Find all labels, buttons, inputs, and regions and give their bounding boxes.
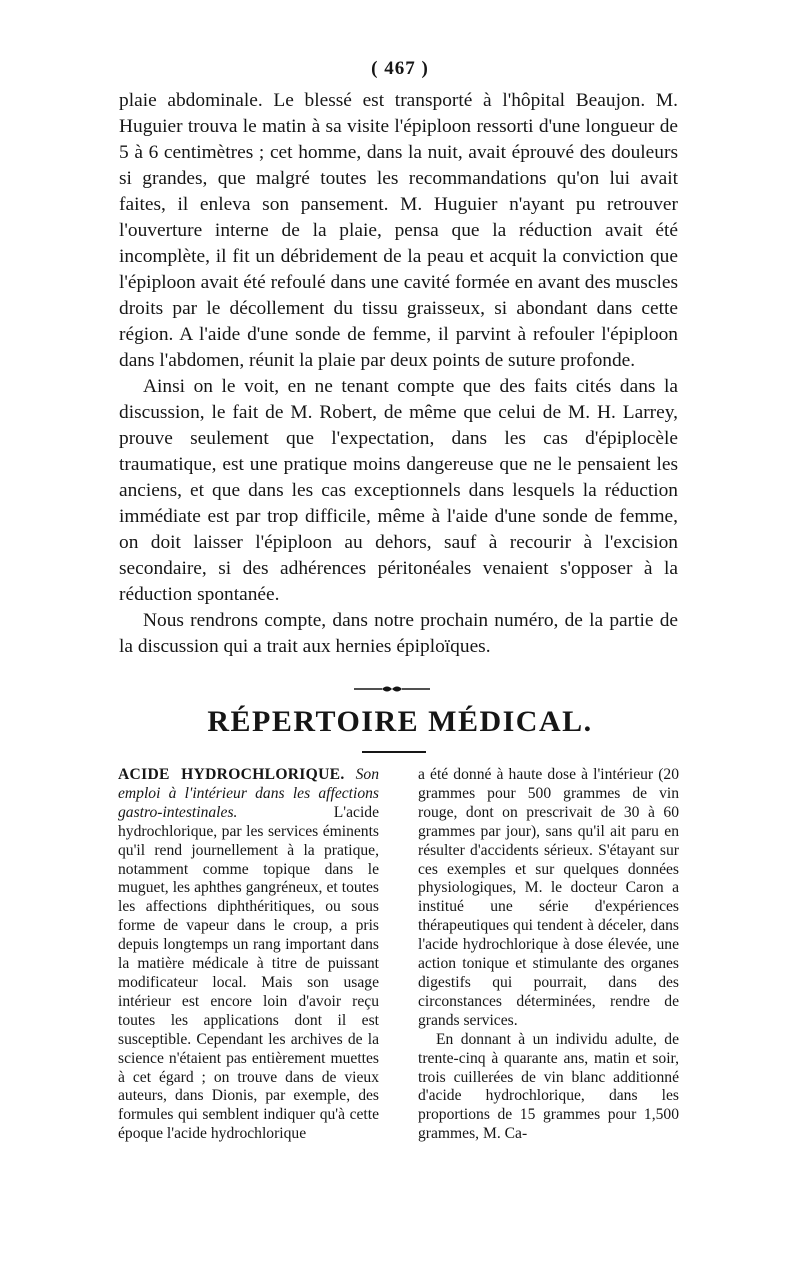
title-rule [362, 751, 426, 753]
body-paragraph: Nous rendrons compte, dans notre prochain numéro, de la partie de la discussion qui a trait aux hernies épiploïques. [119, 610, 678, 657]
entry-paragraph: a été donné à haute dose à l'intérieur (20 grammes pour 500 grammes de vin rouge, dont on prescrivait de 30 à 60 grammes par jour), sans qu'il ait paru en résulter d'accidents sérieux. S'étayant sur ces exemples et sur quelques données physiologiques, M. le docteur Caron a institué une série d'expériences thérapeutiques qui tendent à déceler, dans l'acide hydrochlorique à dose élevée, une action tonique et stimulante des organes digestifs qui pourrait, dans des circonstances déterminées, rendre de grands services. [418, 766, 679, 1029]
entry-text: L'acide hydrochlorique, par les services éminents qu'il rend journellement à la pratique, notamment comme topique dans le muguet, les aphthes gangréneux, et toutes les affections diphthéritiques, ou sous forme de vapeur dans le croup, a pris depuis longtemps un rang important dans la matière médicale à titre de puissant modificateur local. Mais son usage intérieur est encore loin d'avoir reçu toutes les applications dont il est susceptible. Cependant les archives de la science n'étaient pas entièrement muettes à cet égard ; on trouve dans de vieux auteurs, dans Dionis, par exemple, des formules qui semblent indiquer qu'à cette époque l'acide hydrochlorique [118, 803, 379, 1143]
entry-subtitle: Son emploi à l'intérieur dans les affections gastro-intestinales. [118, 766, 379, 821]
page-number: ( 467 ) [371, 58, 429, 79]
right-column [418, 766, 679, 1144]
entry-heading: ACIDE HYDROCHLORIQUE. [118, 766, 345, 783]
body-text [119, 88, 678, 660]
ornament-divider [352, 683, 432, 695]
left-column [118, 766, 379, 1144]
body-paragraph: Ainsi on le voit, en ne tenant compte que des faits cités dans la discussion, le fait de M. Robert, de même que celui de M. H. Larrey, prouve seulement que l'expectation, dans les cas d'épiplocèle traumatique, est une pratique moins dangereuse que ne le pensaient les anciens, et que dans les cas exceptionnels dans lesquels la réduction immédiate est par trop difficile, même à l'aide d'une sonde de femme, on doit laisser l'épiploon au dehors, sauf à recourir à l'excision secondaire, si des adhérences péritonéales venaient s'opposer à la réduction spontanée. [119, 376, 678, 605]
body-paragraph: plaie abdominale. Le blessé est transporté à l'hôpital Beaujon. M. Huguier trouva le matin à sa visite l'épiploon ressorti d'une longueur de 5 à 6 centimètres ; cet homme, dans la nuit, avait éprouvé des douleurs si grandes, que malgré toutes les recommandations qu'on lui avait faites, il enleva son pansement. M. Huguier n'ayant pu retrouver l'ouverture interne de la plaie, pensa que la réduction avait été incomplète, il fit un débridement de la peau et acquit la conviction que l'épiploon avait été refoulé dans une cavité formée en avant des muscles droits par le décollement du tissu graisseux, si abondant dans cette région. A l'aide d'une sonde de femme, il parvint à refouler l'épiploon dans l'abdomen, réunit la plaie par deux points de suture profonde. [119, 90, 678, 371]
section-title: RÉPERTOIRE MÉDICAL. [207, 705, 593, 738]
entry-paragraph [118, 766, 379, 1144]
entry-paragraph: En donnant à un individu adulte, de trente-cinq à quarante ans, matin et soir, trois cuillerées de vin blanc additionné d'acide hydrochlorique, dans les proportions de 15 grammes pour 1,500 grammes, M. Ca- [418, 1030, 679, 1143]
